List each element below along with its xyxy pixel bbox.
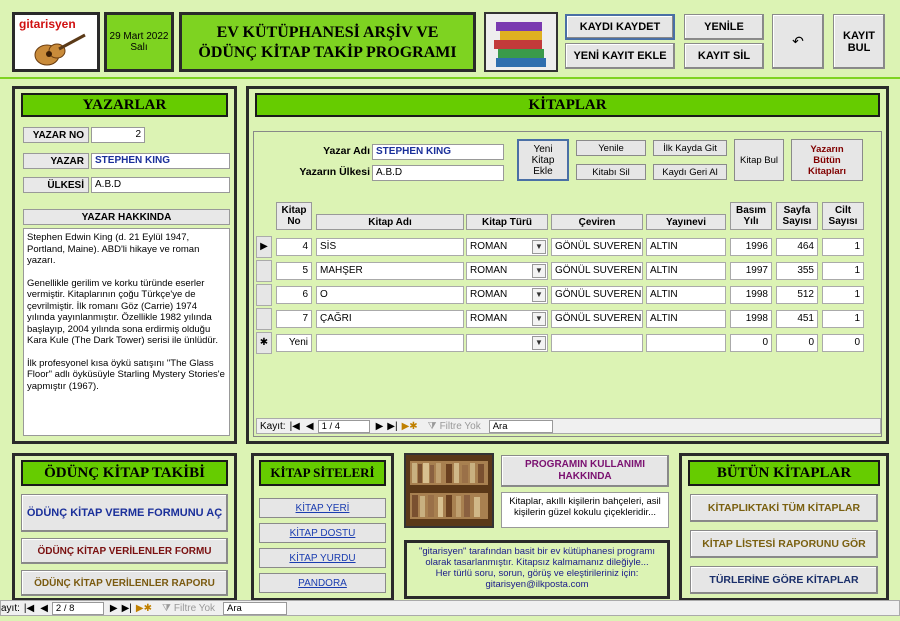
- cell-book-volumes[interactable]: 1: [822, 238, 864, 256]
- col-header-pages: Sayfa Sayısı: [776, 202, 818, 230]
- cell-book-genre[interactable]: [466, 310, 548, 328]
- about-paragraph-1: Stephen Edwin King (d. 21 Eylül 1947, Portland, Maine). ABD'li hikaye ve roman yazarı.: [27, 232, 200, 266]
- undo-button[interactable]: [772, 14, 824, 69]
- author-name-field[interactable]: STEPHEN KING: [91, 153, 230, 169]
- genre-value: ROMAN: [470, 313, 508, 324]
- last-record-icon[interactable]: ▶|: [387, 420, 398, 432]
- site-link-kitap-yeri[interactable]: [259, 498, 386, 518]
- cell-book-volumes[interactable]: 1: [822, 262, 864, 280]
- col-header-translator: Çeviren: [551, 214, 643, 230]
- logo-box: [12, 12, 100, 72]
- book-author-name-field[interactable]: STEPHEN KING: [372, 144, 504, 160]
- books-record-nav: [256, 418, 881, 434]
- bookshelf-icon: [406, 455, 492, 526]
- delete-record-button[interactable]: KAYIT SİL: [684, 43, 764, 69]
- col-header-no: Kitap No: [276, 202, 312, 230]
- cell-book-name[interactable]: MAHŞER: [316, 262, 464, 280]
- cell-book-pages[interactable]: 0: [776, 334, 818, 352]
- cell-book-no[interactable]: 6: [276, 286, 312, 304]
- cell-book-name[interactable]: ÇAĞRI: [316, 310, 464, 328]
- cell-book-publisher[interactable]: ALTIN: [646, 286, 726, 304]
- cell-book-name[interactable]: SİS: [316, 238, 464, 256]
- row-selector[interactable]: [256, 236, 272, 258]
- cell-book-no[interactable]: 4: [276, 238, 312, 256]
- undo-icon: ↶: [792, 33, 804, 49]
- cell-book-volumes[interactable]: 1: [822, 310, 864, 328]
- books-by-genre-button[interactable]: TÜRLERİNE GÖRE KİTAPLAR: [690, 566, 878, 594]
- books-title: KİTAPLAR: [255, 93, 880, 117]
- loan-title: ÖDÜNÇ KİTAP TAKİBİ: [21, 460, 228, 486]
- new-row-icon: ✱: [259, 337, 269, 348]
- filter-status[interactable]: Filtre Yok: [439, 420, 481, 432]
- site-link-kitap-dostu[interactable]: [259, 523, 386, 543]
- filter-icon: ⧩: [161, 602, 171, 614]
- chevron-down-icon[interactable]: ▼: [532, 240, 546, 254]
- site-link-label: KİTAP YURDU: [289, 552, 356, 564]
- first-record-button[interactable]: İlk Kayda Git: [653, 140, 727, 156]
- new-record-nav-icon[interactable]: ▶✱: [401, 420, 418, 432]
- books-subform: [253, 131, 882, 437]
- author-name-label: YAZAR: [23, 153, 89, 169]
- find-record-label1: KAYIT: [843, 29, 875, 42]
- record-position-field[interactable]: 1 / 4: [318, 420, 370, 433]
- undo-record-button[interactable]: Kaydı Geri Al: [653, 164, 727, 180]
- loaned-books-form-button[interactable]: ÖDÜNÇ KİTAP VERİLENLER FORMU: [21, 538, 228, 564]
- cell-book-genre[interactable]: [466, 262, 548, 280]
- cell-book-translator[interactable]: GÖNÜL SUVEREN: [551, 286, 643, 304]
- books-panel: [246, 86, 889, 444]
- chevron-down-icon[interactable]: ▼: [532, 264, 546, 278]
- cell-book-volumes[interactable]: 0: [822, 334, 864, 352]
- all-books-title: BÜTÜN KİTAPLAR: [688, 460, 880, 486]
- author-no-field[interactable]: 2: [91, 127, 145, 143]
- row-selector[interactable]: [256, 308, 272, 330]
- delete-book-button[interactable]: Kitabı Sil: [576, 164, 646, 180]
- book-author-country-field[interactable]: A.B.D: [372, 165, 504, 181]
- logo-text: gitarisyen: [19, 17, 76, 31]
- new-record-nav-icon[interactable]: ▶✱: [135, 602, 152, 614]
- loan-panel: [12, 453, 237, 601]
- book-author-name-label: Yazar Adı: [323, 145, 370, 157]
- books-icon: [486, 14, 556, 70]
- new-record-button[interactable]: YENİ KAYIT EKLE: [565, 43, 675, 69]
- author-about-label: YAZAR HAKKINDA: [23, 209, 230, 225]
- site-link-pandora[interactable]: [259, 573, 386, 593]
- author-country-field[interactable]: A.B.D: [91, 177, 230, 193]
- col-header-year: Basım Yılı: [730, 202, 772, 230]
- cell-book-publisher[interactable]: ALTIN: [646, 262, 726, 280]
- next-record-icon[interactable]: ▶: [109, 602, 118, 614]
- last-record-icon[interactable]: ▶|: [121, 602, 132, 614]
- cell-book-year[interactable]: 1998: [730, 286, 772, 304]
- col-header-publisher: Yayınevi: [646, 214, 726, 230]
- find-record-label2: BUL: [847, 41, 871, 54]
- cell-book-translator[interactable]: GÖNÜL SUVEREN: [551, 310, 643, 328]
- cell-book-genre[interactable]: [466, 334, 548, 352]
- cell-book-publisher[interactable]: ALTIN: [646, 238, 726, 256]
- cell-book-translator[interactable]: GÖNÜL SUVEREN: [551, 238, 643, 256]
- find-record-button[interactable]: [833, 14, 885, 69]
- open-loan-form-button[interactable]: ÖDÜNÇ KİTAP VERME FORMUNU AÇ: [21, 494, 228, 532]
- book-author-country-label: Yazarın Ülkesi: [299, 166, 370, 178]
- credit-text-1: "gitarisyen" tarafından basit bir ev kütüphanesi programı olarak tasarlanmıştır. Kitapsız kalmamanız dileğiyle...: [419, 546, 655, 568]
- cell-book-pages[interactable]: 451: [776, 310, 818, 328]
- col-header-name: Kitap Adı: [316, 214, 464, 230]
- cell-book-genre[interactable]: [466, 286, 548, 304]
- cell-book-year[interactable]: 1997: [730, 262, 772, 280]
- credit-box: [404, 540, 670, 599]
- cell-book-pages[interactable]: 464: [776, 238, 818, 256]
- cell-book-publisher[interactable]: ALTIN: [646, 310, 726, 328]
- authors-panel: [12, 86, 237, 444]
- credit-email[interactable]: gitarisyen@ilkposta.com: [485, 579, 589, 590]
- authors-title: YAZARLAR: [21, 93, 228, 117]
- main-record-position-field[interactable]: 2 / 8: [52, 602, 104, 615]
- books-refresh-button[interactable]: Yenile: [576, 140, 646, 156]
- main-nav-record-label: ayıt:: [1, 602, 20, 614]
- prev-record-icon[interactable]: ◀: [305, 420, 314, 432]
- credit-text-2: Her türlü soru, sorun, görüş ve eleştirileriniz için:: [435, 568, 639, 579]
- quote-box: Kitaplar, akıllı kişilerin bahçeleri, asil kişilerin güzel kokulu çiçekleridir...: [501, 492, 669, 528]
- guitar-icon: [29, 31, 89, 69]
- chevron-down-icon[interactable]: ▼: [532, 336, 546, 350]
- site-link-label: PANDORA: [298, 577, 347, 589]
- sites-panel: [251, 453, 394, 601]
- nav-search-field[interactable]: Ara: [489, 420, 553, 433]
- find-book-button[interactable]: Kitap Bul: [734, 139, 784, 181]
- chevron-down-icon[interactable]: ▼: [532, 312, 546, 326]
- col-header-genre: Kitap Türü: [466, 214, 548, 230]
- new-book-button[interactable]: Yeni Kitap Ekle: [517, 139, 569, 181]
- date-text: 29 Mart 2022: [109, 31, 169, 42]
- main-nav-search-field[interactable]: Ara: [223, 602, 287, 615]
- author-country-label: ÜLKESİ: [23, 177, 89, 193]
- cell-book-year[interactable]: 1996: [730, 238, 772, 256]
- cell-book-name[interactable]: [316, 334, 464, 352]
- current-row-icon: ▶: [260, 241, 268, 252]
- all-books-panel: [679, 453, 889, 601]
- cell-book-volumes[interactable]: 1: [822, 286, 864, 304]
- all-library-books-button[interactable]: KİTAPLIKTAKİ TÜM KİTAPLAR: [690, 494, 878, 522]
- app-title-line2: ÖDÜNÇ KİTAP TAKİP PROGRAMI: [198, 44, 457, 61]
- author-about-text[interactable]: [23, 228, 230, 436]
- book-list-report-button[interactable]: KİTAP LİSTESİ RAPORUNU GÖR: [690, 530, 878, 558]
- cell-book-publisher[interactable]: [646, 334, 726, 352]
- chevron-down-icon[interactable]: ▼: [532, 288, 546, 302]
- genre-value: ROMAN: [470, 265, 508, 276]
- author-no-label: YAZAR NO: [23, 127, 89, 143]
- sites-title: KİTAP SİTELERİ: [259, 460, 386, 486]
- cell-book-year[interactable]: 0: [730, 334, 772, 352]
- usage-info-button[interactable]: PROGRAMIN KULLANIMI HAKKINDA: [501, 455, 669, 487]
- books-stack-image: [484, 12, 558, 72]
- cell-book-genre[interactable]: [466, 238, 548, 256]
- site-link-label: KİTAP YERİ: [295, 502, 350, 514]
- site-link-kitap-yurdu[interactable]: [259, 548, 386, 568]
- genre-value: ROMAN: [470, 241, 508, 252]
- cell-book-no[interactable]: 5: [276, 262, 312, 280]
- genre-value: ROMAN: [470, 289, 508, 300]
- cell-book-name[interactable]: O: [316, 286, 464, 304]
- author-all-books-button[interactable]: Yazarın Bütün Kitapları: [791, 139, 863, 181]
- col-header-volumes: Cilt Sayısı: [822, 202, 864, 230]
- first-record-icon[interactable]: |◀: [289, 420, 300, 432]
- loaned-books-report-button[interactable]: ÖDÜNÇ KİTAP VERİLENLER RAPORU: [21, 570, 228, 596]
- cell-book-no[interactable]: 7: [276, 310, 312, 328]
- cell-book-year[interactable]: 1998: [730, 310, 772, 328]
- about-paragraph-2: Genellikle gerilim ve korku türünde eserler vermiştir. Kitaplarının çoğu Türkçe'ye de çevrilmiştir. İlk romanı Göz (Carrie) 1974 yılında yayınlanmıştır. Özellikle 1982 yılında başlayıp, 2004 yılında sona erdirmiş olduğu Kara Kule (The Dark Tower) serisi ile ünlüdür.: [27, 277, 218, 346]
- day-text: Salı: [130, 42, 148, 53]
- app-title-line1: EV KÜTÜPHANESİ ARŞİV VE: [216, 24, 439, 41]
- row-selector[interactable]: [256, 332, 272, 354]
- cell-book-translator[interactable]: [551, 334, 643, 352]
- row-selector[interactable]: [256, 284, 272, 306]
- cell-book-pages[interactable]: 355: [776, 262, 818, 280]
- site-link-label: KİTAP DOSTU: [289, 527, 356, 539]
- books-grid: [254, 236, 883, 356]
- save-record-button[interactable]: KAYDI KAYDET: [565, 14, 675, 40]
- refresh-button[interactable]: YENİLE: [684, 14, 764, 40]
- cell-book-no[interactable]: Yeni: [276, 334, 312, 352]
- row-selector[interactable]: [256, 260, 272, 282]
- bookshelf-image: [404, 453, 494, 528]
- header-divider: [0, 77, 900, 79]
- main-filter-status[interactable]: Filtre Yok: [173, 602, 216, 614]
- about-paragraph-3: İlk profesyonel kısa öykü satışını "The Glass Floor" adlı öyküsüyle Starling Mystery Stories'e yapmıştır (1967).: [27, 357, 225, 392]
- title-box: [179, 12, 476, 72]
- date-box: [104, 12, 174, 72]
- nav-record-label: Kayıt:: [260, 420, 286, 432]
- cell-book-translator[interactable]: GÖNÜL SUVEREN: [551, 262, 643, 280]
- main-record-nav: [0, 600, 900, 616]
- first-record-icon[interactable]: |◀: [23, 602, 35, 614]
- cell-book-pages[interactable]: 512: [776, 286, 818, 304]
- filter-icon: ⧩: [427, 420, 437, 432]
- next-record-icon[interactable]: ▶: [375, 420, 384, 432]
- prev-record-icon[interactable]: ◀: [40, 602, 48, 614]
